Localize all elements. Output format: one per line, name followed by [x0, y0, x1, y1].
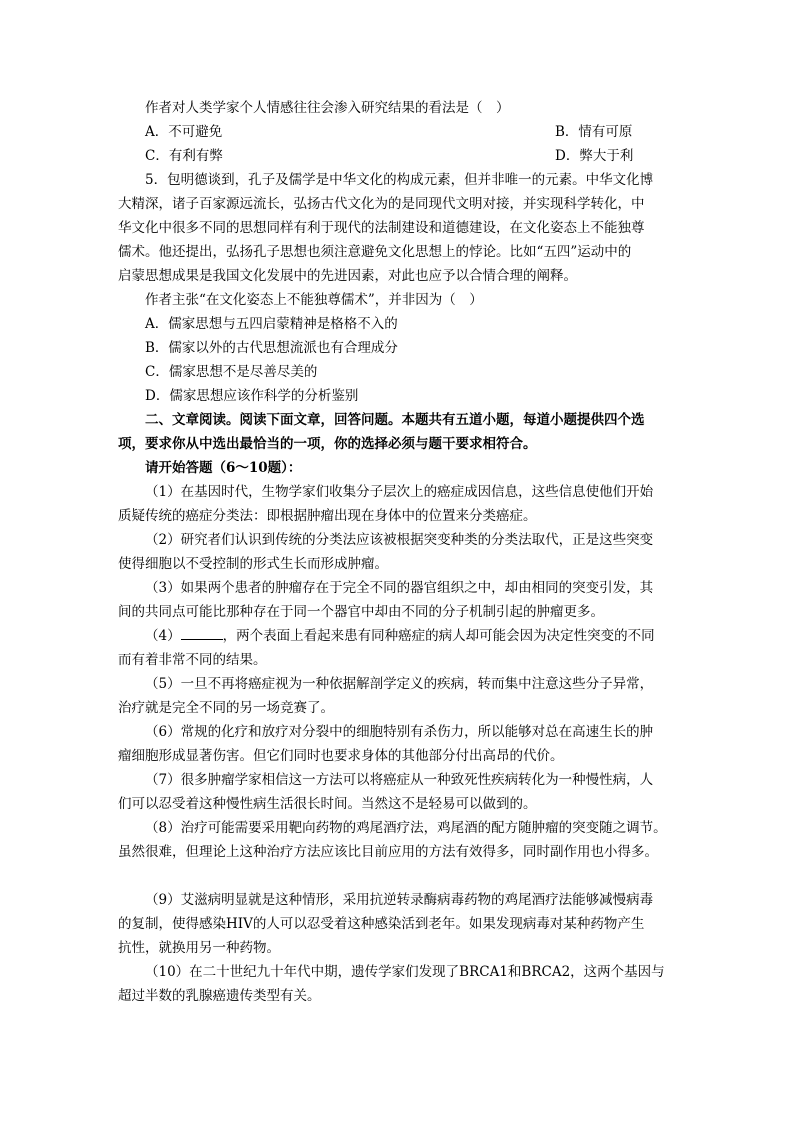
paragraph-9: （9）艾滋病明显就是这种情形，采用抗逆转录酶病毒药物的鸡尾酒疗法能够减慢病毒	[145, 892, 654, 908]
q5-option-a[interactable]: A．儒家思想与五四启蒙精神是格格不入的	[145, 316, 398, 332]
q4-option-c[interactable]: C．有利有弊	[145, 148, 223, 164]
q4-stem: 作者对人类学家个人情感往往会渗入研究结果的看法是（ ）	[145, 100, 510, 116]
paragraph-7-cont: 们可以忍受着这种慢性病生活很长时间。当然这不是轻易可以做到的。	[118, 796, 537, 812]
paragraph-9-cont: 的复制，使得感染HIV的人可以忍受着这种感染活到老年。如果发现病毒对某种药物产生	[118, 916, 645, 932]
paragraph-3: （3）如果两个患者的肿瘤存在于完全不同的器官组织之中，却由相同的突变引发，其	[145, 580, 654, 596]
section-heading-cont: 项，要求你从中选出最恰当的一项，你的选择必须与题干要求相符合。	[118, 436, 537, 452]
paragraph-3-cont: 间的共同点可能比那种存在于同一个器官中却由不同的分子机制引起的肿瘤更多。	[118, 604, 604, 620]
paragraph-8-cont: 虽然很难，但理论上这种治疗方法应该比目前应用的方法有效得多，同时副作用也小得多。	[118, 844, 658, 860]
paragraph-4	[118, 624, 678, 648]
paragraph-1-cont: 质疑传统的癌症分类法：即根据肿瘤出现在身体中的位置来分类癌症。	[118, 508, 537, 524]
paragraph-8: （8）治疗可能需要采用靶向药物的鸡尾酒疗法，鸡尾酒的配方随肿瘤的突变随之调节。	[145, 820, 667, 836]
paragraph-7: （7）很多肿瘤学家相信这一方法可以将癌症从一种致死性疾病转化为一种慢性病，人	[145, 772, 654, 788]
q4-option-d[interactable]: D．弊大于利	[555, 148, 634, 164]
paragraph-4-number: （4）	[145, 628, 181, 644]
paragraph-6: （6）常规的化疗和放疗对分裂中的细胞特别有杀伤力，所以能够对总在高速生长的肿	[145, 724, 654, 740]
paragraph-6-cont: 瘤细胞形成显著伤害。但它们同时也要求身体的其他部分付出高昂的代价。	[118, 748, 564, 764]
q4-option-b[interactable]: B．情有可原	[555, 124, 633, 140]
q4-options-row-1	[118, 120, 678, 144]
paragraph-9-cont: 抗性，就换用另一种药物。	[118, 940, 280, 956]
paragraph-5: （5）一旦不再将癌症视为一种依据解剖学定义的疾病，转而集中注意这些分子异常，	[145, 676, 654, 692]
paragraph-1: （1）在基因时代，生物学家们收集分子层次上的癌症成因信息，这些信息使他们开始	[145, 484, 654, 500]
paragraph-4-text: ，两个表面上看起来患有同种癌症的病人却可能会因为决定性突变的不同	[222, 628, 655, 644]
q5-passage-line: 大精深，诸子百家源远流长，弘扬古代文化为的是同现代文明对接，并实现科学转化，中	[118, 196, 645, 212]
q5-stem: 作者主张“在文化姿态上不能独尊儒术”，并非因为（ ）	[145, 292, 483, 308]
paragraph-4-cont: 而有着非常不同的结果。	[118, 652, 267, 668]
paragraph-2: （2）研究者们认识到传统的分类法应该被根据突变种类的分类法取代，正是这些突变	[145, 532, 654, 548]
q4-option-a[interactable]: A．不可避免	[145, 124, 223, 140]
paragraph-10: （10）在二十世纪九十年代中期，遗传学家们发现了BRCA1和BRCA2，这两个基因与	[145, 964, 665, 980]
document-page	[118, 96, 678, 1008]
q5-option-d[interactable]: D．儒家思想应该作科学的分析鉴别	[145, 388, 359, 404]
q5-passage-line: 华文化中很多不同的思想同样有利于现代的法制建设和道德建设，在文化姿态上不能独尊	[118, 220, 645, 236]
q5-passage-line: 5．包明德谈到，孔子及儒学是中华文化的构成元素，但并非唯一的元素。中华文化博	[145, 172, 654, 188]
blank-line	[118, 864, 678, 888]
paragraph-5-cont: 治疗就是完全不同的另一场竞赛了。	[118, 700, 334, 716]
paragraph-10-cont: 超过半数的乳腺癌遗传类型有关。	[118, 988, 321, 1004]
q5-passage-line: 启蒙思想成果是我国文化发展中的先进因素，对此也应予以合情合理的阐释。	[118, 268, 577, 284]
start-answering-label: 请开始答题（6～10题）：	[145, 460, 302, 476]
section-heading: 二、文章阅读。阅读下面文章，回答问题。本题共有五道小题，每道小题提供四个选	[145, 412, 645, 428]
q5-passage-line: 儒术。他还提出，弘扬孔子思想也须注意避免文化思想上的悖论。比如“五四”运动中的	[118, 244, 632, 260]
q5-option-c[interactable]: C．儒家思想不是尽善尽美的	[145, 364, 318, 380]
q5-option-b[interactable]: B．儒家以外的古代思想流派也有合理成分	[145, 340, 398, 356]
fill-in-blank[interactable]	[181, 625, 223, 640]
paragraph-2-cont: 使得细胞以不受控制的形式生长而形成肿瘤。	[118, 556, 388, 572]
q4-options-row-2	[118, 144, 678, 168]
